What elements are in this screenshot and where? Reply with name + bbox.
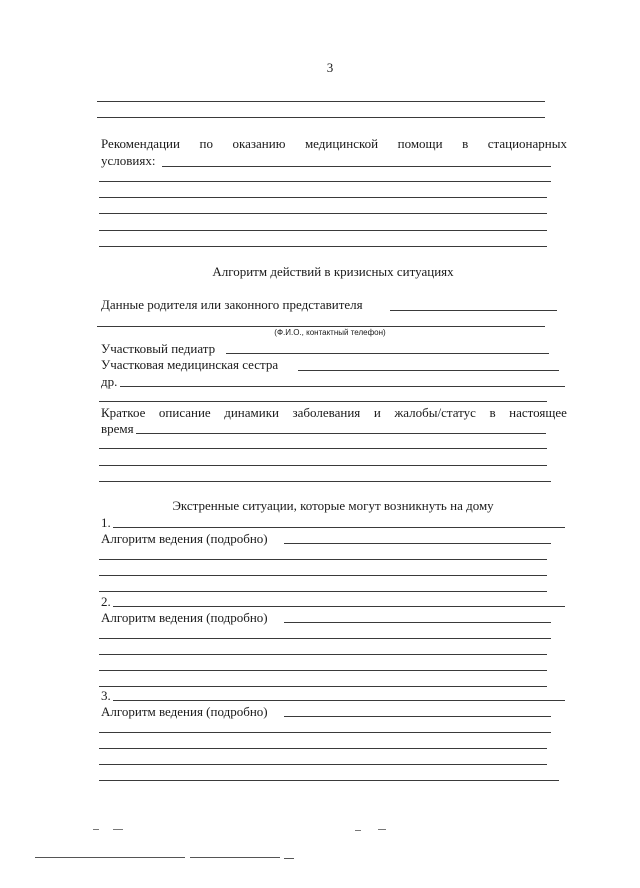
- blank-line[interactable]: [99, 481, 551, 482]
- algorithm-label-2: Алгоритм ведения (подробно): [101, 610, 268, 625]
- scan-artifact: [190, 857, 280, 858]
- parent-field-line2[interactable]: [97, 326, 545, 327]
- parent-field[interactable]: [390, 310, 557, 311]
- crisis-section-title: Алгоритм действий в кризисных ситуациях: [212, 264, 454, 279]
- blank-line[interactable]: [99, 230, 547, 231]
- blank-line[interactable]: [97, 101, 545, 102]
- blank-line[interactable]: [99, 448, 547, 449]
- dynamics-label-line2: время: [101, 421, 134, 436]
- pediatrician-label: Участковый педиатр: [101, 341, 216, 356]
- blank-line[interactable]: [99, 764, 547, 765]
- scan-artifact: [355, 830, 361, 831]
- blank-line[interactable]: [99, 748, 547, 749]
- nurse-field[interactable]: [298, 370, 559, 371]
- blank-line[interactable]: [97, 117, 545, 118]
- algorithm-field-3[interactable]: [284, 716, 551, 717]
- blank-line[interactable]: [99, 213, 547, 214]
- blank-line[interactable]: [99, 591, 547, 592]
- blank-line[interactable]: [99, 465, 547, 466]
- emergency-field-1[interactable]: [113, 527, 565, 528]
- scan-artifact: [113, 829, 123, 830]
- blank-line[interactable]: [99, 670, 547, 671]
- algorithm-field-2[interactable]: [284, 622, 551, 623]
- blank-line[interactable]: [99, 686, 547, 687]
- blank-line[interactable]: [99, 780, 559, 781]
- emergency-number-2: 2.: [101, 594, 111, 609]
- emergency-field-2[interactable]: [113, 606, 565, 607]
- blank-line[interactable]: [99, 181, 551, 182]
- blank-line[interactable]: [99, 575, 547, 576]
- emergency-number-1: 1.: [101, 515, 111, 530]
- dynamics-text: Краткое описание динамики заболевания и жалобы/статус в настоящее: [101, 405, 567, 420]
- parent-field-caption: (Ф.И.О., контактный телефон): [274, 328, 386, 337]
- dynamics-field[interactable]: [136, 433, 546, 434]
- blank-line[interactable]: [99, 559, 547, 560]
- other-field[interactable]: [120, 386, 565, 387]
- blank-line[interactable]: [99, 654, 547, 655]
- recommendations-field[interactable]: [162, 166, 551, 167]
- emergency-number-3: 3.: [101, 688, 111, 703]
- scan-artifact: [35, 857, 185, 858]
- parent-label: Данные родителя или законного представителя: [101, 297, 363, 312]
- other-label: др.: [101, 374, 118, 389]
- scan-artifact: [284, 858, 294, 859]
- emergency-section-title: Экстренные ситуации, которые могут возникнуть на дому: [172, 498, 494, 513]
- nurse-label: Участковая медицинская сестра: [101, 357, 279, 372]
- page-number: 3: [326, 60, 334, 75]
- algorithm-field-1[interactable]: [284, 543, 551, 544]
- recommendations-label-line2: условиях:: [101, 153, 156, 168]
- recommendations-text: Рекомендации по оказанию медицинской помощи в стационарных: [101, 136, 567, 151]
- scan-artifact: [378, 829, 386, 830]
- algorithm-label-1: Алгоритм ведения (подробно): [101, 531, 268, 546]
- algorithm-label-3: Алгоритм ведения (подробно): [101, 704, 268, 719]
- scan-artifact: [93, 829, 99, 830]
- blank-line[interactable]: [99, 246, 547, 247]
- emergency-field-3[interactable]: [113, 700, 565, 701]
- blank-line[interactable]: [99, 732, 551, 733]
- blank-line[interactable]: [99, 197, 547, 198]
- blank-line[interactable]: [99, 638, 551, 639]
- pediatrician-field[interactable]: [226, 353, 549, 354]
- blank-line[interactable]: [99, 401, 547, 402]
